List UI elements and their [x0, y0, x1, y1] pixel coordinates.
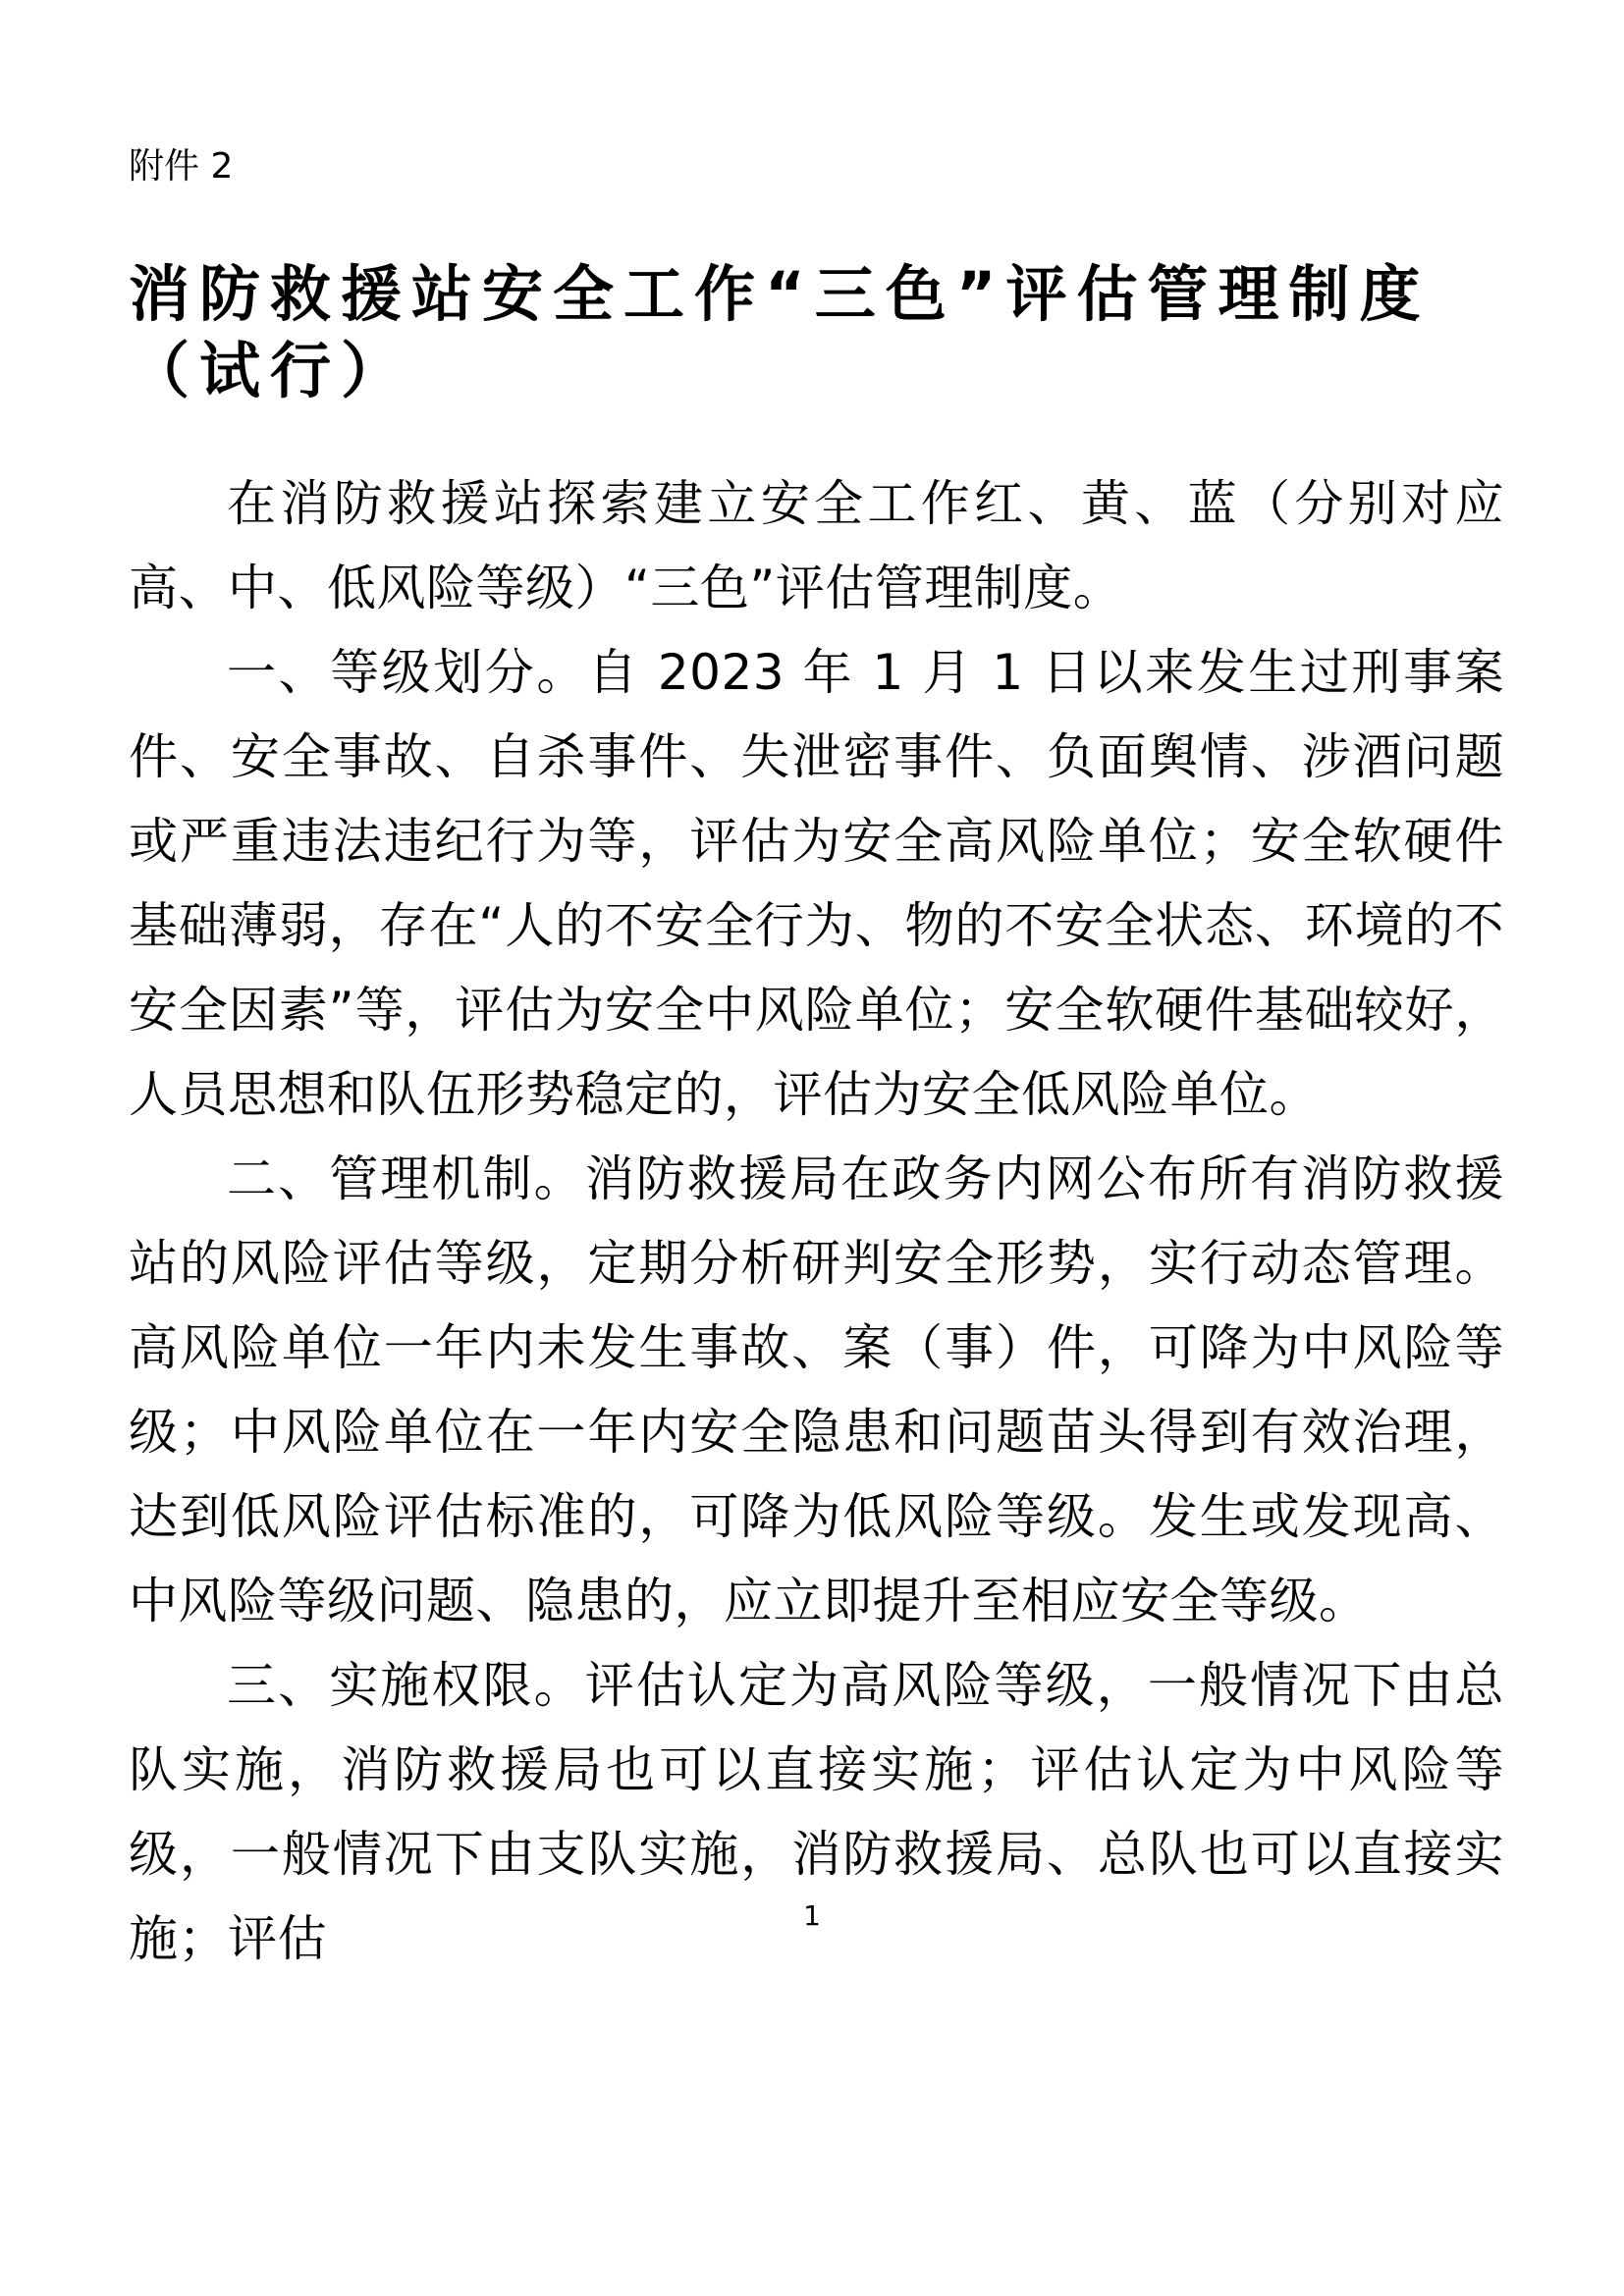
document-body — [129, 461, 1504, 1981]
paragraph-section-1: 一、等级划分。自 2023 年 1 月 1 日以来发生过刑事案件、安全事故、自杀事件、失泄密事件、负面舆情、涉酒问题或严重违法违纪行为等，评估为安全高风险单位；安全软硬件基础薄弱，存在“人的不安全行为、物的不安全状态、环境的不安全因素”等，评估为安全中风险单位；安全软硬件基础较好，人员思想和队伍形势稳定的，评估为安全低风险单位。 — [129, 644, 1504, 1124]
paragraph-section-2: 二、管理机制。消防救援局在政务内网公布所有消防救援站的风险评估等级，定期分析研判安全形势，实行动态管理。高风险单位一年内未发生事故、案（事）件，可降为中风险等级；中风险单位在一年内安全隐患和问题苗头得到有效治理，达到低风险评估标准的，可降为低风险等级。发生或发现高、中风险等级问题、隐患的，应立即提升至相应安全等级。 — [129, 1150, 1504, 1630]
page-number: 1 — [803, 1899, 821, 1932]
document-title-line-2: （试行） — [129, 334, 412, 406]
attachment-label: 附件 2 — [129, 146, 234, 187]
paragraph-section-3: 三、实施权限。评估认定为高风险等级，一般情况下由总队实施，消防救援局也可以直接实施；评估认定为中风险等级，一般情况下由支队实施，消防救援局、总队也可以直接实施；评估 — [129, 1657, 1504, 1968]
paragraph-intro: 在消防救援站探索建立安全工作红、黄、蓝（分别对应高、中、低风险等级）“三色”评估管理制度。 — [129, 475, 1504, 617]
document-title-line-1: 消防救援站安全工作“三色”评估管理制度 — [129, 258, 1431, 331]
document-title — [129, 256, 1504, 408]
